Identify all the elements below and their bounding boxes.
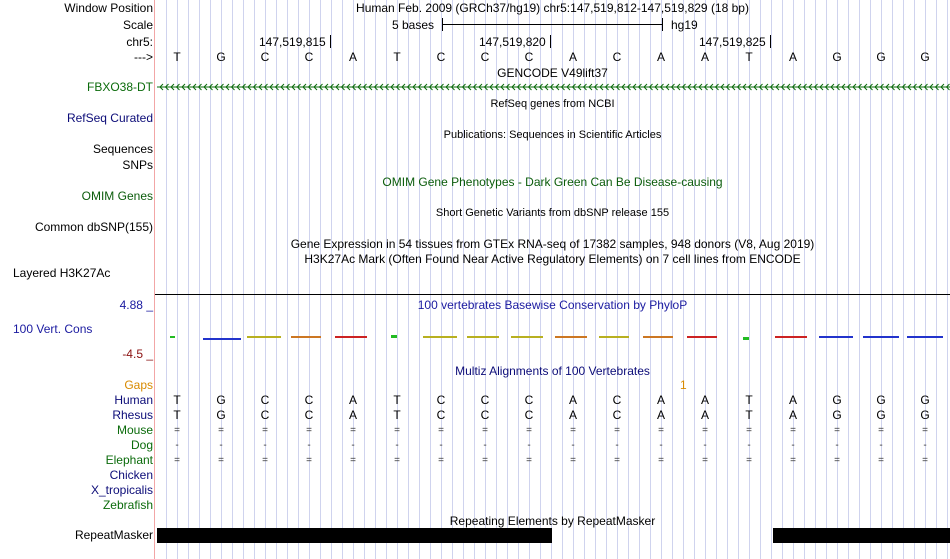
- alignment-cell: -: [879, 440, 883, 451]
- gap-count: 1: [680, 378, 687, 392]
- alignment-cell: T: [745, 408, 753, 422]
- sequence-base: A: [348, 50, 357, 64]
- species-label-x-tropicalis: X_tropicalis: [90, 483, 153, 497]
- alignment-cell: A: [568, 393, 577, 407]
- scale-assembly-text: hg19: [671, 18, 698, 32]
- alignment-cell: C: [436, 393, 446, 407]
- sequence-base: G: [920, 50, 930, 64]
- alignment-cell: T: [173, 393, 181, 407]
- alignment-cell: C: [524, 393, 534, 407]
- alignment-cell: G: [876, 393, 886, 407]
- alignment-cell: -: [175, 440, 179, 451]
- sequence-base: T: [745, 50, 753, 64]
- track-label-repeatmasker[interactable]: RepeatMasker: [74, 528, 153, 542]
- alignment-cell: C: [480, 393, 490, 407]
- alignment-cell: G: [876, 408, 886, 422]
- alignment-cell: A: [656, 408, 665, 422]
- alignment-cell: A: [348, 393, 357, 407]
- sequence-base: G: [832, 50, 842, 64]
- alignment-cell: =: [922, 455, 928, 466]
- alignment-cell: =: [438, 425, 444, 436]
- sequence-base: C: [524, 50, 534, 64]
- track-label-layered-h3k27ac[interactable]: Layered H3K27Ac: [13, 266, 111, 280]
- alignment-cell: A: [788, 393, 797, 407]
- h3k27ac-track-title: H3K27Ac Mark (Often Found Near Active Regulatory Elements) on 7 cell lines from ENCODE: [304, 252, 801, 266]
- scale-bar-right-tick: [662, 18, 663, 31]
- alignment-cell: -: [659, 440, 663, 451]
- phylop-signal: [155, 330, 950, 344]
- alignment-cell: A: [656, 393, 665, 407]
- position-tick-label-3: 147,519,825: [699, 35, 766, 49]
- alignment-cell: -: [571, 440, 575, 451]
- alignment-cell: -: [351, 440, 355, 451]
- alignment-cell: G: [832, 393, 842, 407]
- window-position-label: Window Position: [64, 1, 153, 15]
- track-label-pane: [0, 0, 153, 559]
- sequence-base: A: [700, 50, 709, 64]
- track-label-snps[interactable]: SNPs: [122, 158, 153, 172]
- alignment-cell: C: [436, 408, 446, 422]
- track-label-common-dbsnp[interactable]: Common dbSNP(155): [34, 220, 153, 234]
- alignment-cell: A: [700, 408, 709, 422]
- alignment-cell: =: [570, 455, 576, 466]
- scale-bar: [442, 24, 662, 25]
- chrom-label: chr5:: [126, 35, 153, 49]
- alignment-cell: -: [747, 440, 751, 451]
- conservation-top-line: [155, 294, 950, 295]
- alignment-cell: =: [218, 425, 224, 436]
- position-tick-3: [770, 35, 771, 48]
- sequence-base: A: [656, 50, 665, 64]
- sequence-base: C: [304, 50, 314, 64]
- alignment-cell: =: [526, 425, 532, 436]
- alignment-cell: G: [832, 408, 842, 422]
- alignment-cell: =: [878, 455, 884, 466]
- gtex-track-title: Gene Expression in 54 tissues from GTEx RNA-seq of 17382 samples, 948 donors (V8, Aug 2019): [290, 237, 815, 251]
- cons-max-value: 4.88 _: [119, 298, 153, 312]
- sequence-base: C: [612, 50, 622, 64]
- window-position-text: Human Feb. 2009 (GRCh37/hg19) chr5:147,519,812-147,519,829 (18 bp): [356, 1, 749, 15]
- sequence-base: A: [568, 50, 577, 64]
- alignment-cell: =: [218, 455, 224, 466]
- phylop-track-title: 100 vertebrates Basewise Conservation by PhyloP: [417, 298, 688, 312]
- alignment-cell: =: [658, 455, 664, 466]
- multiz-track-title: Multiz Alignments of 100 Vertebrates: [455, 364, 650, 378]
- alignment-cell: -: [527, 440, 531, 451]
- alignment-cell: A: [348, 408, 357, 422]
- track-display-area[interactable]: [155, 0, 950, 559]
- species-label-gaps: Gaps: [124, 378, 153, 392]
- dbsnp-track-title: Short Genetic Variants from dbSNP release 155: [435, 207, 670, 219]
- alignment-cell: T: [393, 393, 401, 407]
- alignment-cell: C: [260, 393, 270, 407]
- alignment-cell: =: [482, 425, 488, 436]
- alignment-cell: A: [568, 408, 577, 422]
- alignment-cell: C: [304, 408, 314, 422]
- alignment-cell: C: [260, 408, 270, 422]
- alignment-cell: =: [438, 455, 444, 466]
- alignment-cell: =: [262, 425, 268, 436]
- cons-min-value: -4.5 _: [122, 347, 153, 361]
- alignment-cell: G: [216, 393, 226, 407]
- gencode-track-title: GENCODE V49lift37: [497, 66, 608, 80]
- gene-strand-arrows: [157, 80, 950, 94]
- repeat-element-1[interactable]: [157, 528, 552, 543]
- alignment-cell: T: [393, 408, 401, 422]
- scale-bases-text: 5 bases: [392, 18, 435, 32]
- alignment-cell: -: [923, 440, 927, 451]
- alignment-cell: =: [746, 425, 752, 436]
- alignment-cell: =: [306, 425, 312, 436]
- position-tick-1: [330, 35, 331, 48]
- alignment-cell: T: [173, 408, 181, 422]
- refseq-track-title: RefSeq genes from NCBI: [490, 98, 615, 110]
- alignment-cell: C: [304, 393, 314, 407]
- alignment-cell: =: [922, 425, 928, 436]
- alignment-cell: -: [263, 440, 267, 451]
- position-tick-label-1: 147,519,815: [259, 35, 326, 49]
- scale-label: Scale: [122, 18, 153, 32]
- alignment-cell: C: [612, 408, 622, 422]
- alignment-cell: =: [834, 455, 840, 466]
- alignment-cell: A: [700, 393, 709, 407]
- strand-label: --->: [134, 50, 153, 64]
- sequence-base: T: [393, 50, 401, 64]
- alignment-cell: =: [658, 425, 664, 436]
- alignment-cell: =: [394, 425, 400, 436]
- repeat-element-2[interactable]: [773, 528, 950, 543]
- alignment-cell: -: [703, 440, 707, 451]
- alignment-cell: =: [878, 425, 884, 436]
- repeatmasker-track-title: Repeating Elements by RepeatMasker: [449, 514, 656, 528]
- alignment-cell: G: [216, 408, 226, 422]
- alignment-cell: =: [174, 455, 180, 466]
- position-tick-2: [550, 35, 551, 48]
- alignment-cell: -: [307, 440, 311, 451]
- alignment-cell: =: [350, 455, 356, 466]
- species-label-chicken: Chicken: [109, 468, 153, 482]
- alignment-cell: T: [745, 393, 753, 407]
- alignment-cell: =: [746, 455, 752, 466]
- sequence-base: C: [260, 50, 270, 64]
- alignment-cell: =: [614, 425, 620, 436]
- track-label-fbxo38-dt[interactable]: FBXO38-DT: [86, 80, 153, 94]
- alignment-cell: -: [483, 440, 487, 451]
- fbxo38-dt-gene-feature[interactable]: [157, 80, 950, 94]
- alignment-cell: =: [702, 455, 708, 466]
- base-sequence-row: [155, 50, 950, 64]
- alignment-cell: -: [791, 440, 795, 451]
- sequence-base: G: [876, 50, 886, 64]
- species-label-zebrafish: Zebrafish: [102, 498, 153, 512]
- alignment-cell: =: [306, 455, 312, 466]
- alignment-cell: -: [439, 440, 443, 451]
- alignment-cell: =: [174, 425, 180, 436]
- track-label-omim-genes[interactable]: OMIM Genes: [81, 189, 153, 203]
- publications-track-title: Publications: Sequences in Scientific Articles: [443, 129, 662, 141]
- alignment-cell: A: [788, 408, 797, 422]
- alignment-cell: =: [262, 455, 268, 466]
- track-label-100-vert-cons[interactable]: 100 Vert. Cons: [13, 322, 93, 336]
- alignment-cell: C: [480, 408, 490, 422]
- alignment-cell: -: [615, 440, 619, 451]
- alignment-cell: =: [394, 455, 400, 466]
- position-tick-label-2: 147,519,820: [479, 35, 546, 49]
- omim-track-title: OMIM Gene Phenotypes - Dark Green Can Be Disease-causing: [382, 175, 723, 189]
- species-label-elephant: Elephant: [105, 453, 153, 467]
- alignment-cell: G: [920, 408, 930, 422]
- species-label-dog: Dog: [130, 438, 153, 452]
- species-label-mouse: Mouse: [116, 423, 153, 437]
- sequence-base: G: [216, 50, 226, 64]
- alignment-cell: C: [524, 408, 534, 422]
- alignment-cell: =: [526, 455, 532, 466]
- track-label-sequences[interactable]: Sequences: [92, 142, 153, 156]
- alignment-cell: =: [350, 425, 356, 436]
- sequence-base: A: [788, 50, 797, 64]
- alignment-cell: =: [570, 425, 576, 436]
- sequence-base: C: [436, 50, 446, 64]
- scale-bar-left-tick: [442, 18, 443, 31]
- alignment-cell: -: [219, 440, 223, 451]
- species-label-human: Human: [114, 393, 153, 407]
- track-label-refseq-curated[interactable]: RefSeq Curated: [66, 111, 153, 125]
- alignment-cell: C: [612, 393, 622, 407]
- alignment-cell: -: [395, 440, 399, 451]
- sequence-base: C: [480, 50, 490, 64]
- alignment-cell: =: [790, 425, 796, 436]
- species-label-rhesus: Rhesus: [112, 408, 153, 422]
- alignment-cell: =: [702, 425, 708, 436]
- alignment-cell: =: [482, 455, 488, 466]
- alignment-cell: =: [834, 425, 840, 436]
- alignment-cell: =: [790, 455, 796, 466]
- alignment-cell: =: [614, 455, 620, 466]
- alignment-cell: G: [920, 393, 930, 407]
- sequence-base: T: [173, 50, 181, 64]
- alignment-cell: -: [835, 440, 839, 451]
